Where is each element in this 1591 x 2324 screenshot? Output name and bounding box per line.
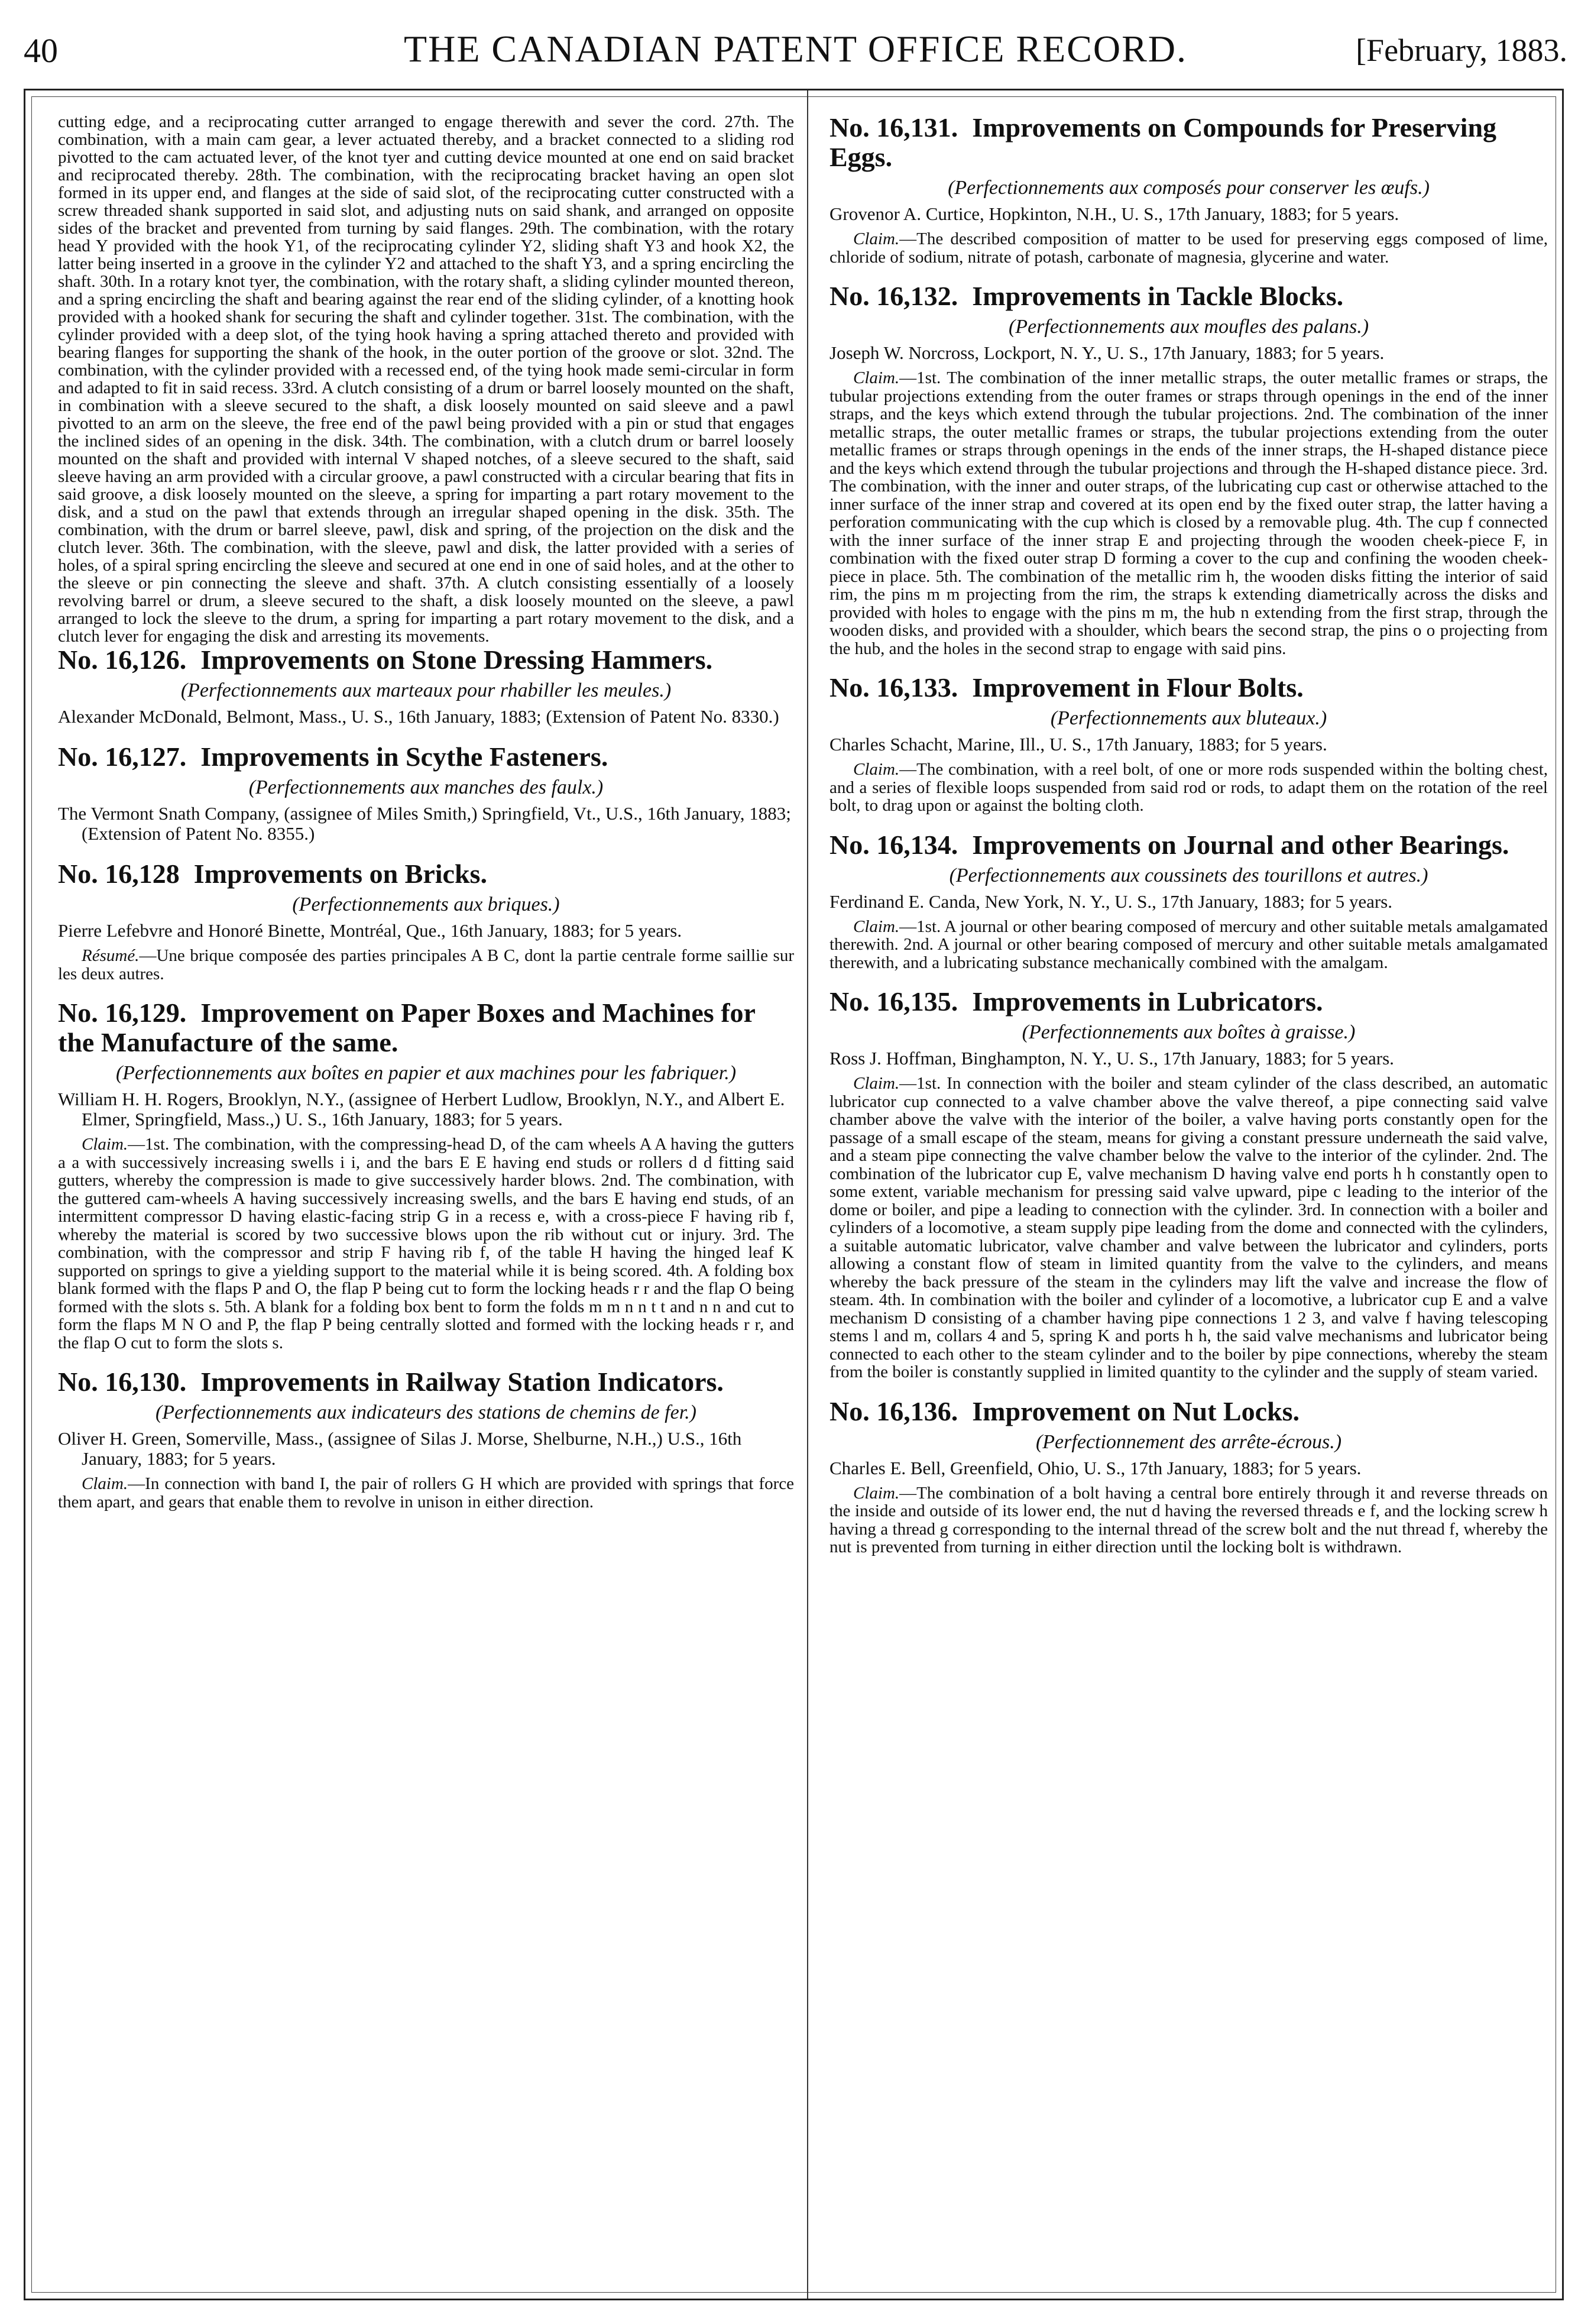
patentee-line: Charles E. Bell, Greenfield, Ohio, U. S., 17th January, 1883; for 5 years. xyxy=(829,1457,1362,1478)
patent-title: Improvements on Compounds for Preserving Eggs. xyxy=(829,113,1497,172)
page-frame xyxy=(24,89,1564,2300)
patent-translation: (Perfectionnements aux indicateurs des stations de chemins de fer.) xyxy=(155,1401,696,1423)
right-column xyxy=(829,113,1548,2287)
patentee-line: Joseph W. Norcross, Lockport, N. Y., U. S., 17th January, 1883; for 5 years. xyxy=(829,342,1385,363)
patent-number: No. 16,135. xyxy=(829,986,958,1017)
claim-label: Claim. xyxy=(853,229,900,248)
patentee-line: Grovenor A. Curtice, Hopkinton, N.H., U. S., 17th January, 1883; for 5 years. xyxy=(829,203,1399,224)
journal-title: THE CANADIAN PATENT OFFICE RECORD. xyxy=(404,28,1187,70)
patent-heading xyxy=(829,281,1548,311)
claim-text xyxy=(829,230,1548,266)
patent-heading xyxy=(58,859,794,889)
left-entries xyxy=(58,645,794,1511)
patent-entry xyxy=(829,987,1548,1381)
claim-text xyxy=(58,1475,794,1511)
patent-number: No. 16,136. xyxy=(829,1396,958,1426)
claim-text xyxy=(829,369,1548,658)
patent-entry xyxy=(58,859,794,983)
patent-entry xyxy=(58,1367,794,1511)
patent-entry xyxy=(829,281,1548,658)
claim-body: —The combination, with a reel bolt, of one or more rods suspended within the bolting chest, and a series of flexible loops suspended from said rod or rods, to adapt them on the rotation of the reel bolt, to drag upon or against the bolting cloth. xyxy=(829,760,1548,815)
claim-text xyxy=(829,1074,1548,1381)
claim-label: Résumé. xyxy=(82,946,140,965)
patentee-line: Ferdinand E. Canda, New York, N. Y., U. S., 17th January, 1883; for 5 years. xyxy=(829,891,1392,912)
continued-claims: cutting edge, and a reciprocating cutter arranged to engage therewith and sever the cord. 27th. The combination, with a main cam gear, a lever actuated thereby, and a bracket connected to a sliding rod pivotted to the cam actuated lever, of the knot tyer and cutting device mounted at one end on said bracket and reciprocated thereby. 28th. The combination, with the reciprocating bracket having an open slot formed in its upper end, and flanges at the side of said slot, of the reciprocating cutter constructed with a screw threaded shank supported in said slot, and adjusting nuts on said shank, and arranged on opposite sides of the bracket and prevented from turning by said flanges. 29th. The combination, with the rotary head Y provided with the hook Y1, of the reciprocating cylinder Y2, sliding shaft Y3 and hook X2, the latter being inserted in a groove in the cylinder Y2 and attached to the shaft Y3, and a spring encircling the shaft. 30th. In a rotary knot tyer, the combination, with the rotary shaft, a sliding cylinder mounted thereon, and a spring encircling the shaft and bearing against the rear end of the sliding cylinder, of a knotting hook provided with a hooked shank for securing the shaft and cylinder together. 31st. The combination, with the cylinder provided with a deep slot, of the tying hook having a spring attached thereto and provided with bearing flanges for supporting the shank of the hook, in the outer portion of the groove or slot. 32nd. The combination, with the cylinder provided with a recessed end, of the tying hook made semi-circular in form and adapted to fit in said recess. 33rd. A clutch consisting of a drum or barrel loosely mounted on the shaft, in combination with a sleeve secured to the shaft, a disk loosely mounted on said sleeve and a pawl pivotted to an arm on the sleeve, the free end of the pawl being provided with a pin or stud that engages the inclined sides of an opening in the disk. 34th. The combination, with a clutch drum or barrel loosely mounted on the shaft and provided with internal V shaped notches, of a sleeve secured to the shaft, said sleeve having an arm provided with a circular groove, a pawl constructed with a circular bearing that fits in said groove, a disk loosely mounted on the sleeve, a spring for imparting a part rotary movement to the disk, and a stud on the pawl that extends through an irregular shaped opening in the disk. 35th. The combination, with the drum or barrel sleeve, pawl, disk and spring, of the projection on the disk and the clutch lever. 36th. The combination, with the sleeve, pawl and disk, the latter provided with a series of holes, of a spiral spring encircling the sleeve and secured at one end in one of said holes, and at the other to the sleeve or pin connecting the sleeve and shaft. 37th. A clutch consisting essentially of a loosely revolving barrel or drum, a sleeve secured to the shaft, a disk loosely mounted on the sleeve, a pawl arranged to lock the sleeve to the drum, a spring for imparting a part rotary movement to the disk, and a clutch lever for engaging the disk and arresting its movements. xyxy=(58,113,794,646)
patent-title: Improvements on Stone Dressing Hammers. xyxy=(200,645,713,675)
patent-translation: (Perfectionnements aux boîtes en papier et aux machines pour les fabriquer.) xyxy=(115,1062,737,1084)
claim-body: —1st. The combination, with the compressing-head D, of the cam wheels A A having the gutters a a with successively increasing swells i i, and the bars E E having end studs or rollers d d fitting said gutters, whereby the compression is made to give successively harder blows. 2nd. The combination, with the guttered cam-wheels A having successively increasing swells, and the bars E having end studs, of an intermittent compressor D having elastic-facing strip G in a recess e, with a cross-piece F having rib f, whereby the material is scored by two successive blows upon the rib without cut or injury. 3rd. The combination, with the compressor and strip F having rib f, of the table H having the hinged leaf K supported on springs to give a yielding support to the material while it is being scored. 4th. A folding box blank formed with the flaps P and O, the flap P being cut to form the locking heads r r and the flap O being formed with the slots s. 5th. A blank for a folding box bent to form the folds m m n n t t and n n and cut to form the flaps M N O and P, the flap P being centrally slotted and formed with the locking heads r r, and the flap O cut to form the slots s. xyxy=(58,1135,794,1352)
page-number: 40 xyxy=(24,31,58,70)
patent-number: No. 16,129. xyxy=(58,998,187,1028)
patent-number: No. 16,132. xyxy=(829,281,958,311)
patentee-line: Oliver H. Green, Somerville, Mass., (assignee of Silas J. Morse, Shelburne, N.H.,) U.S., 16th January, 1883; for 5 years. xyxy=(58,1428,742,1469)
claim-text xyxy=(58,947,794,983)
patent-heading xyxy=(829,1397,1548,1426)
patent-number: No. 16,133. xyxy=(829,672,958,703)
column-divider xyxy=(807,90,808,2299)
patent-translation: (Perfectionnements aux briques.) xyxy=(292,894,560,915)
patent-heading xyxy=(829,673,1548,703)
claim-body: —1st. A journal or other bearing composed of mercury and other suitable metals amalgamated therewith. 2nd. A journal or other bearing composed of mercury and other suitable metals amalgamated therewith, and a lubricating substance mechanically combined with the amalgam. xyxy=(829,917,1548,972)
claim-body: —1st. The combination of the inner metallic straps, the outer metallic frames or straps, the tubular projections extending from the outer frames or straps through openings in the end of the inner straps, and the keys which extend through the tubular projections. 2nd. The combination of the inner metallic straps, the outer metallic frames or straps, the tubular projections extending from the outer metallic frames or straps through openings in the ends of the inner straps, the H-shaped distance piece and the keys which extend through the tubular projections and through the H-shaped distance piece. 3rd. The combination, with the inner and outer straps, of the lubricating cup cast or otherwise attached to the inner surface of the inner strap and covered at its open end by the fixed outer strap, the latter having a perforation communicating with the cup which is closed by a removable plug. 4th. The cup f connected with the inner surface of the inner strap E and projecting through the wooden cheek-piece F, in combination with the fixed outer strap D forming a cover to the cup and confining the wooden cheek-piece in place. 5th. The combination of the metallic rim h, the wooden disks fitting the interior of said rim, the pins m m projecting from the rim, the straps k extending diametrically across the disks and provided with holes to engage with the pins m m, the hub n extending from the first strap, through the wooden disks, and provided with a shoulder, which bears the second strap, the pins o o projecting from the hub, and the holes in the second strap to engage with said pins. xyxy=(829,368,1548,658)
claim-body: —1st. In connection with the boiler and steam cylinder of the class described, an automatic lubricator cup connected to a valve chamber above the valve thereof, a pipe connecting said valve chamber above the valve with the interior of the boiler, a valve having ports constantly open for the passage of a small escape of the steam, means for giving a constant pressure underneath the said valve, and a steam pipe connecting the valve chamber below the valve to the interior of the cylinder. 2nd. The combination of the lubricator cup E, valve mechanism D having valve end ports h h constantly open to some extent, variable mechanism for pressing said valve upward, pipe c leading to the interior of the dome or boiler, and pipe a leading to connection with the cylinder. 3rd. In connection with a boiler and cylinders of a locomotive, a steam supply pipe leading from the dome and connected with the cylinders, a suitable automatic lubricator, valve chamber and valve between the lubricator and cylinders, ports allowing a constant flow of steam in limited quantity from the valve to the cylinders, and means whereby the back pressure of the steam in the cylinders may lift the valve and increase the flow of steam. 4th. In combination with the boiler and cylinder of a locomotive, a lubricator cup E and a valve mechanism D consisting of a chamber having pipe connections 1 2 3, and valve f having telescoping stems l and m, collars 4 and 5, spring K and ports h h, the said valve mechanisms and lubricator being connected to each other to the steam cylinder and to the boiler by pipe connections, whereby the steam from the boiler is constantly supplied in limited quantity to the cylinder and the supply of steam varied. xyxy=(829,1074,1548,1381)
patentee-line: Alexander McDonald, Belmont, Mass., U. S., 16th January, 1883; (Extension of Patent No. 8330.) xyxy=(58,706,779,727)
patent-heading xyxy=(58,645,794,675)
right-entries xyxy=(829,113,1548,1556)
claim-text xyxy=(829,1484,1548,1556)
patent-translation: (Perfectionnements aux boîtes à graisse.) xyxy=(1022,1021,1356,1043)
patent-entry xyxy=(829,113,1548,266)
patent-title: Improvement in Flour Bolts. xyxy=(972,672,1304,703)
patent-heading xyxy=(58,742,794,772)
patent-title: Improvements on Bricks. xyxy=(193,859,487,889)
patent-number: No. 16,126. xyxy=(58,645,187,675)
claim-label: Claim. xyxy=(853,368,900,387)
patent-entry xyxy=(829,673,1548,815)
patent-number: No. 16,128 xyxy=(58,859,180,889)
issue-date: [February, 1883. xyxy=(1356,33,1567,68)
claim-text xyxy=(829,760,1548,815)
patent-number: No. 16,127. xyxy=(58,742,187,772)
patentee-line: Pierre Lefebvre and Honoré Binette, Montréal, Que., 16th January, 1883; for 5 years. xyxy=(58,920,682,941)
patent-heading xyxy=(58,998,794,1057)
claim-body: —Une brique composée des parties principales A B C, dont la partie centrale forme saillie sur les deux autres. xyxy=(58,946,794,983)
patent-translation: (Perfectionnements aux coussinets des tourillons et autres.) xyxy=(949,864,1428,886)
patentee-line: Ross J. Hoffman, Binghampton, N. Y., U. S., 17th January, 1883; for 5 years. xyxy=(829,1048,1394,1069)
patent-number: No. 16,134. xyxy=(829,829,958,860)
patent-title: Improvements in Scythe Fasteners. xyxy=(200,742,608,772)
patent-entry xyxy=(58,645,794,727)
claim-text xyxy=(829,918,1548,972)
patent-title: Improvement on Paper Boxes and Machines for the Manufacture of the same. xyxy=(58,998,756,1057)
patentee-line: Charles Schacht, Marine, Ill., U. S., 17th January, 1883; for 5 years. xyxy=(829,734,1327,755)
patent-translation: (Perfectionnements aux bluteaux.) xyxy=(1050,707,1327,729)
patent-number: No. 16,130. xyxy=(58,1367,187,1397)
patent-translation: (Perfectionnement des arrête-écrous.) xyxy=(1035,1430,1342,1453)
claim-body: —The combination of a bolt having a central bore entirely through it and reverse threads on the inside and outside of its lower end, the nut d having the reversed threads e f, and the locking screw h having a thread g corresponding to the internal thread of the screw bolt and the nut thread f, whereby the nut is prevented from turning in either direction until the locking bolt is withdrawn. xyxy=(829,1483,1548,1556)
patent-entry xyxy=(58,742,794,844)
claim-label: Claim. xyxy=(853,760,900,779)
patent-heading xyxy=(829,830,1548,860)
patent-number: No. 16,131. xyxy=(829,113,958,143)
patent-title: Improvements in Railway Station Indicators. xyxy=(200,1367,724,1397)
running-header xyxy=(24,24,1567,83)
patent-title: Improvements in Lubricators. xyxy=(972,986,1323,1017)
patentee-line: William H. H. Rogers, Brooklyn, N.Y., (assignee of Herbert Ludlow, Brooklyn, N.Y., and Albert E. Elmer, Springfield, Mass.,) U. S., 16th January, 1883; for 5 years. xyxy=(58,1089,785,1129)
claim-body: —In connection with band I, the pair of rollers G H which are provided with springs that force them apart, and gears that enable them to revolve in unison in either direction. xyxy=(58,1474,794,1511)
claim-label: Claim. xyxy=(853,1483,900,1503)
patent-entry xyxy=(829,830,1548,972)
claim-label: Claim. xyxy=(853,917,900,936)
patent-heading xyxy=(58,1367,794,1397)
patent-translation: (Perfectionnements aux composés pour conserver les œufs.) xyxy=(948,177,1430,199)
patent-translation: (Perfectionnements aux manches des faulx.) xyxy=(248,776,604,798)
claim-text xyxy=(58,1135,794,1352)
claim-label: Claim. xyxy=(82,1135,128,1154)
patent-translation: (Perfectionnements aux marteaux pour rhabiller les meules.) xyxy=(180,679,672,701)
claim-label: Claim. xyxy=(82,1474,128,1493)
claim-body: —The described composition of matter to be used for preserving eggs composed of lime, chloride of sodium, nitrate of potash, carbonate of magnesia, glycerine and water. xyxy=(829,229,1548,267)
patent-heading xyxy=(829,113,1548,172)
left-column xyxy=(58,113,794,2287)
patent-translation: (Perfectionnements aux moufles des palans.) xyxy=(1008,316,1369,338)
patent-title: Improvement on Nut Locks. xyxy=(972,1396,1300,1426)
patentee-line: The Vermont Snath Company, (assignee of Miles Smith,) Springfield, Vt., U.S., 16th January, 1883; (Extension of Patent No. 8355.) xyxy=(58,803,791,844)
patent-entry xyxy=(58,998,794,1352)
patent-title: Improvements on Journal and other Bearings. xyxy=(972,829,1509,860)
patent-title: Improvements in Tackle Blocks. xyxy=(972,281,1344,311)
patent-heading xyxy=(829,987,1548,1017)
patent-entry xyxy=(829,1397,1548,1556)
claim-label: Claim. xyxy=(853,1074,900,1093)
